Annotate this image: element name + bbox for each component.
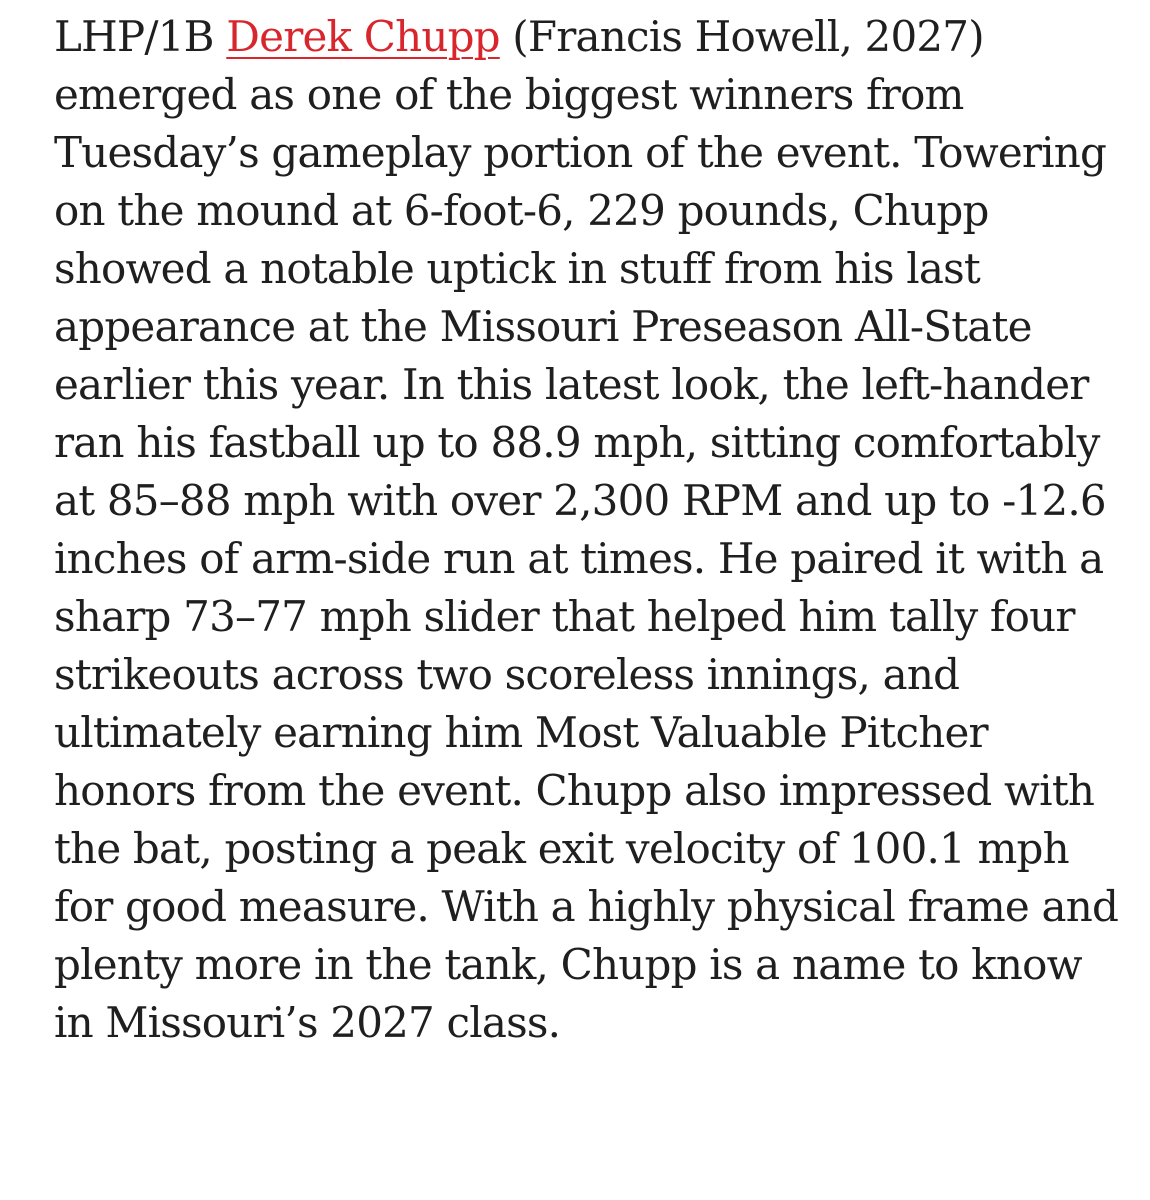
article-line-14: honors from the event. Chupp also impressed with [54, 766, 1095, 815]
article-body [54, 8, 1144, 1052]
article-line-2: emerged as one of the biggest winners from [54, 70, 964, 119]
article-line-17: plenty more in the tank, Chupp is a name to know [54, 940, 1082, 989]
article-line-8: ran his fastball up to 88.9 mph, sitting comfortably [54, 418, 1100, 467]
article-line-9: at 85–88 mph with over 2,300 RPM and up to -12.6 [54, 476, 1106, 525]
article-line-1 [54, 8, 1144, 66]
article-line-12: strikeouts across two scoreless innings, and [54, 650, 960, 699]
school-and-class: (Francis Howell, 2027) [499, 12, 984, 61]
article-line-3: Tuesday’s gameplay portion of the event. Towering [54, 128, 1107, 177]
article-line-11: sharp 73–77 mph slider that helped him tally four [54, 592, 1075, 641]
article-line-10: inches of arm-side run at times. He paired it with a [54, 534, 1104, 583]
article-line-16: for good measure. With a highly physical frame and [54, 882, 1119, 931]
article-line-4: on the mound at 6-foot-6, 229 pounds, Chupp [54, 186, 989, 235]
article-line-13: ultimately earning him Most Valuable Pitcher [54, 708, 988, 757]
article-line-7: earlier this year. In this latest look, the left-hander [54, 360, 1089, 409]
article-line-6: appearance at the Missouri Preseason All-State [54, 302, 1032, 351]
position-label: LHP/1B [54, 12, 227, 61]
article-line-18: in Missouri’s 2027 class. [54, 998, 561, 1047]
article-line-5: showed a notable uptick in stuff from his last [54, 244, 981, 293]
article-line-15: the bat, posting a peak exit velocity of 100.1 mph [54, 824, 1069, 873]
player-name-link[interactable]: Derek Chupp [226, 12, 500, 61]
